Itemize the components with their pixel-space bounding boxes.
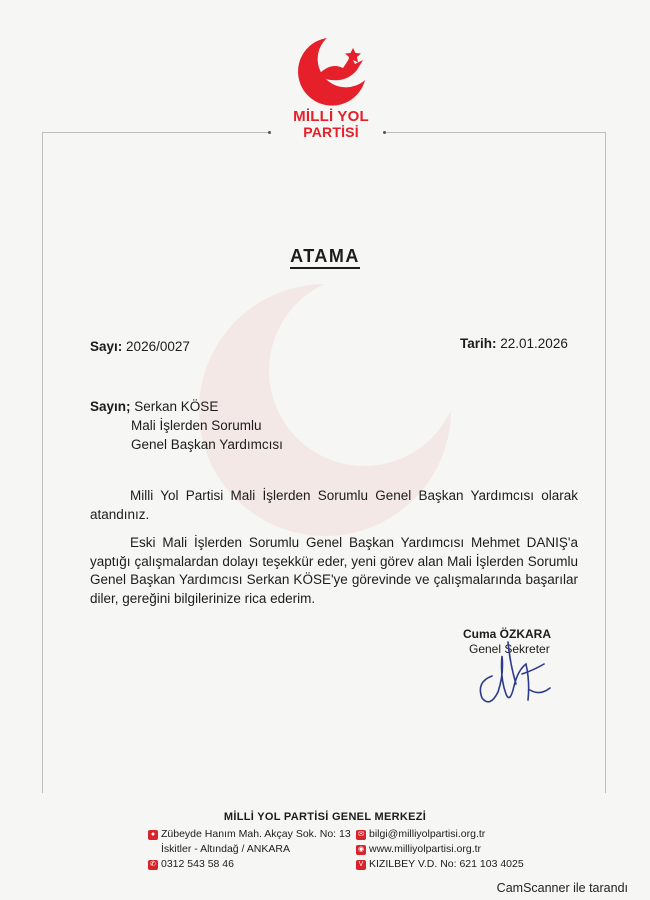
tarih-label: Tarih: — [460, 336, 497, 351]
footer-title: MİLLİ YOL PARTİSİ GENEL MERKEZİ — [223, 811, 427, 823]
sayi-value: 2026/0027 — [126, 339, 190, 354]
crescent-bird-icon — [291, 34, 371, 110]
tax-office-icon: V — [356, 860, 366, 870]
email-icon: ✉ — [356, 830, 366, 840]
footer-address-line2: İskitler - Altındağ / ANKARA — [161, 843, 290, 855]
footer-address-line1: Zübeyde Hanım Mah. Akçay Sok. No: 13 — [161, 828, 351, 840]
signer-title: Genel Sekreter — [469, 642, 550, 656]
recipient-role-line1: Mali İşlerden Sorumlu — [131, 418, 262, 433]
recipient-block — [90, 397, 283, 454]
footer-contact-right — [356, 827, 524, 872]
logo-text-line2: PARTİSİ — [303, 124, 359, 140]
frame-dot-left — [268, 131, 271, 134]
footer-email: bilgi@milliyolpartisi.org.tr — [369, 828, 486, 840]
footer-phone: 0312 543 58 46 — [161, 858, 234, 870]
frame-dot-right — [383, 131, 386, 134]
handwritten-signature — [470, 634, 560, 719]
recipient-name: Serkan KÖSE — [134, 399, 219, 414]
letter-body — [90, 487, 578, 618]
tarih-value: 22.01.2026 — [500, 336, 568, 351]
globe-icon: ◉ — [357, 845, 365, 853]
party-logo — [283, 28, 379, 140]
footer-tax: KIZILBEY V.D. No: 621 103 4025 — [369, 858, 524, 870]
sayi-label: Sayı: — [90, 339, 123, 354]
phone-icon: ✆ — [148, 860, 158, 870]
signer-name: Cuma ÖZKARA — [463, 627, 552, 641]
document-title — [0, 246, 650, 267]
body-paragraph: Eski Mali İşlerden Sorumlu Genel Başkan Yardımcısı Mehmet DANIŞ'a yaptığı çalışmalardan dolayı teşekkür eder, yeni görev alan Mali İşlerden Sorumlu Genel Başkan Yardımcısı Serkan KÖSE'ye görevinde ve çalışmalarında başarılar diler, gereğini bilgilerinize rica ederim. — [90, 535, 578, 606]
location-pin-icon: ● — [148, 830, 158, 840]
scanner-watermark-text: CamScanner ile tarandı — [496, 881, 628, 895]
recipient-role-line2: Genel Başkan Yardımcısı — [131, 437, 283, 452]
recipient-label: Sayın; — [90, 399, 131, 414]
document-title-text: ATAMA — [290, 246, 360, 269]
document-date — [460, 336, 568, 351]
reference-number — [90, 339, 190, 354]
footer-website: www.milliyolpartisi.org.tr — [369, 843, 482, 855]
body-paragraph: Milli Yol Partisi Mali İşlerden Sorumlu Genel Başkan Yardımcısı olarak atandınız. — [90, 488, 578, 522]
logo-text-line1: MİLLİ YOL — [293, 108, 369, 125]
footer-contact-left — [148, 827, 351, 872]
